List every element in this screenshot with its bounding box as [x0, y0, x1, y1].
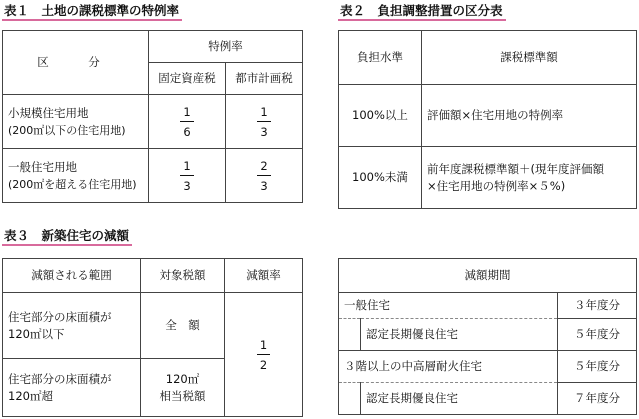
- table1-header-rate: 特例率: [149, 31, 303, 63]
- fraction: $\frac{1}{3}$: [149, 149, 226, 203]
- table3-header-target: 対象税額: [141, 259, 225, 293]
- table3: [2, 258, 303, 417]
- table-row: [339, 351, 637, 383]
- fraction: $\frac{1}{6}$: [149, 95, 226, 149]
- table-row: [339, 85, 637, 147]
- period-years: ５年度分: [558, 319, 637, 351]
- table2-title: 表２ 負担調整措置の区分表: [338, 3, 506, 21]
- table2: [338, 30, 637, 209]
- target-cell: 全 額: [141, 293, 225, 359]
- table3-header-range: 減額される範囲: [3, 259, 141, 293]
- range-cell: 住宅部分の床面積が 120㎡以下: [3, 293, 141, 359]
- table4: [338, 258, 637, 415]
- period-years: ５年度分: [558, 351, 637, 383]
- target-cell: 120㎡ 相当税額: [141, 359, 225, 417]
- period-label: 認定長期優良住宅: [361, 383, 558, 415]
- period-label: ３階以上の中高層耐火住宅: [339, 351, 558, 383]
- table1-title: 表１ 土地の課税標準の特例率: [2, 3, 182, 21]
- table-row: [339, 319, 637, 351]
- level-cell: 100%未満: [339, 147, 422, 209]
- fraction: $\frac{1}{3}$: [226, 95, 303, 149]
- table-row: [339, 293, 637, 319]
- period-years: ３年度分: [558, 293, 637, 319]
- indent-spacer: [339, 319, 361, 351]
- table-row: [3, 293, 303, 359]
- level-cell: 100%以上: [339, 85, 422, 147]
- indent-spacer: [339, 383, 361, 415]
- table1-header-kubun: 区 分: [3, 31, 149, 95]
- table-row: [3, 149, 303, 203]
- period-label: 認定長期優良住宅: [361, 319, 558, 351]
- amount-cell: 評価額×住宅用地の特例率: [422, 85, 637, 147]
- table4-header-period: 減額期間: [339, 259, 637, 293]
- table3-title: 表３ 新築住宅の減額: [2, 228, 132, 246]
- row-label: 一般住宅用地 (200㎡を超える住宅用地): [3, 149, 149, 203]
- table3-header-rate: 減額率: [225, 259, 303, 293]
- range-cell: 住宅部分の床面積が 120㎡超: [3, 359, 141, 417]
- table-row: [339, 147, 637, 209]
- fraction: $\frac{1}{2}$: [225, 293, 303, 417]
- table1-header-city: 都市計画税: [226, 63, 303, 95]
- table1-header-fixed: 固定資産税: [149, 63, 226, 95]
- amount-cell: 前年度課税標準額＋(現年度評価額 ×住宅用地の特例率×５%): [422, 147, 637, 209]
- table-row: [339, 383, 637, 415]
- table-row: [3, 95, 303, 149]
- table2-header-level: 負担水準: [339, 31, 422, 85]
- fraction: $\frac{2}{3}$: [226, 149, 303, 203]
- table1: [2, 30, 303, 203]
- period-label: 一般住宅: [339, 293, 558, 319]
- row-label: 小規模住宅用地 (200㎡以下の住宅用地): [3, 95, 149, 149]
- period-years: ７年度分: [558, 383, 637, 415]
- table2-header-amount: 課税標準額: [422, 31, 637, 85]
